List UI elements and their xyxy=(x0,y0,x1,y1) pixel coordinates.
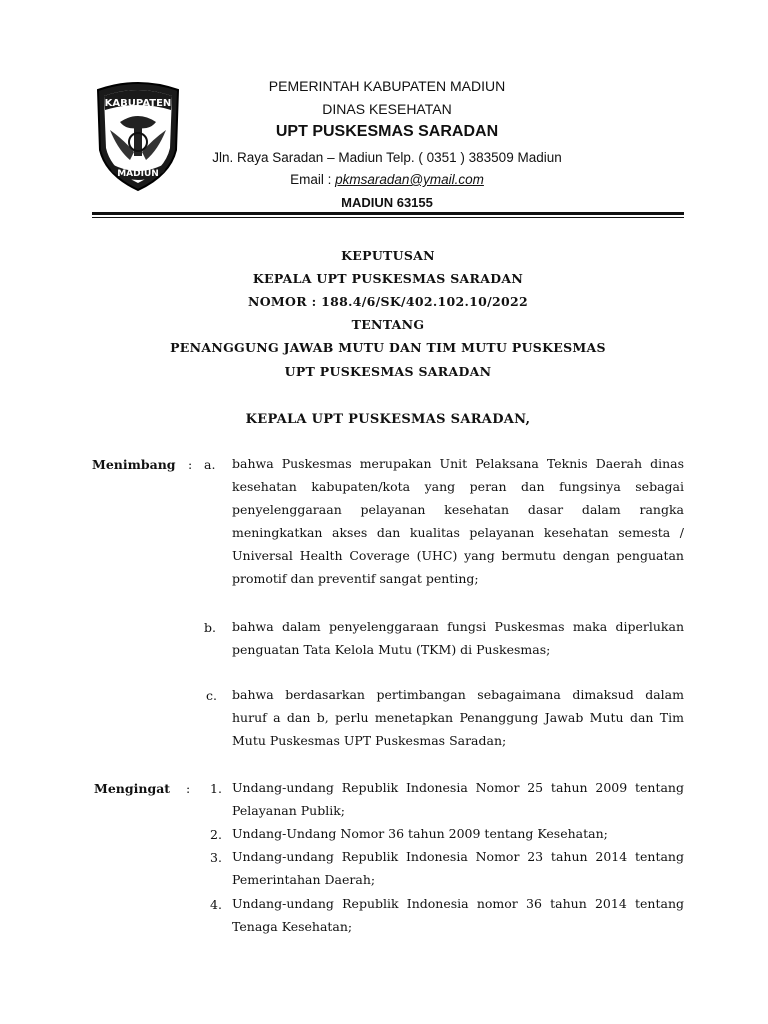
decree-subject-unit: UPT PUSKESMAS SARADAN xyxy=(284,364,492,379)
mengingat-marker-1: 1. xyxy=(210,781,222,796)
mengingat-label: Mengingat xyxy=(94,781,171,796)
menimbang-item-b: bahwa dalam penyelenggaraan fungsi Puskesmas maka diperlukan penguatan Tata Kelola Mutu (TKM) di Puskesmas; xyxy=(232,619,684,657)
decree-issuer: KEPALA UPT PUSKESMAS SARADAN xyxy=(252,271,524,286)
kabupaten-madiun-emblem-icon xyxy=(90,80,186,192)
mengingat-marker-4: 4. xyxy=(210,897,222,912)
mengingat-item-3: Undang-undang Republik Indonesia Nomor 23 tahun 2014 tentang Pemerintahan Daerah; xyxy=(232,849,684,887)
letterhead-government: PEMERINTAH KABUPATEN MADIUN xyxy=(268,78,506,94)
decree-about: TENTANG xyxy=(351,317,425,332)
menimbang-marker-c: c. xyxy=(206,688,217,703)
svg-text:KABUPATEN: KABUPATEN xyxy=(104,98,172,109)
email-label: Email : xyxy=(290,172,336,187)
letterhead-city: MADIUN 63155 xyxy=(341,195,433,210)
menimbang-label: Menimbang xyxy=(92,457,176,472)
menimbang-item-c: bahwa berdasarkan pertimbangan sebagaimana dimaksud dalam huruf a dan b, perlu menetapkan Penanggung Jawab Mutu dan Tim Mutu Puskesmas UPT Puskesmas Saradan; xyxy=(232,687,684,748)
decree-signatory-heading: KEPALA UPT PUSKESMAS SARADAN, xyxy=(245,412,531,427)
letterhead-department: DINAS KESEHATAN xyxy=(322,101,452,117)
menimbang-item-a: bahwa Puskesmas merupakan Unit Pelaksana Teknis Daerah dinas kesehatan kabupaten/kota yang peran dan fungsinya sebagai penyelenggaraan pelayanan kesehatan dasar dalam rangka meningkatkan akses dan kualitas pelayanan kesehatan semesta / Universal Health Coverage (UHC) yang bermutu dengan penguatan promotif dan preventif sangat penting; xyxy=(232,456,684,586)
menimbang-marker-b: b. xyxy=(204,620,216,635)
menimbang-marker-a: a. xyxy=(204,457,216,472)
decree-number: NOMOR : 188.4/6/SK/402.102.10/2022 xyxy=(247,294,528,309)
email-link[interactable]: pkmsaradan@ymail.com xyxy=(335,172,484,187)
mengingat-item-1: Undang-undang Republik Indonesia Nomor 25 tahun 2009 tentang Pelayanan Publik; xyxy=(232,780,684,818)
letterhead-email-line xyxy=(190,172,584,187)
decree-title: KEPUTUSAN xyxy=(341,248,435,263)
letterhead-address: Jln. Raya Saradan – Madiun Telp. ( 0351 ) 383509 Madiun xyxy=(212,150,562,165)
letterhead-institution: UPT PUSKESMAS SARADAN xyxy=(275,123,499,140)
menimbang-colon: : xyxy=(188,457,193,472)
letterhead-divider xyxy=(92,212,684,215)
svg-text:MADIUN: MADIUN xyxy=(117,169,159,179)
mengingat-item-4: Undang-undang Republik Indonesia nomor 36 tahun 2014 tentang Tenaga Kesehatan; xyxy=(232,896,684,934)
mengingat-colon: : xyxy=(186,781,191,796)
mengingat-item-2: Undang-Undang Nomor 36 tahun 2009 tentang Kesehatan; xyxy=(232,826,608,841)
letterhead-divider-thin xyxy=(92,217,684,218)
mengingat-marker-2: 2. xyxy=(210,827,222,842)
decree-subject: PENANGGUNG JAWAB MUTU DAN TIM MUTU PUSKESMAS xyxy=(170,340,606,355)
mengingat-marker-3: 3. xyxy=(210,850,222,865)
